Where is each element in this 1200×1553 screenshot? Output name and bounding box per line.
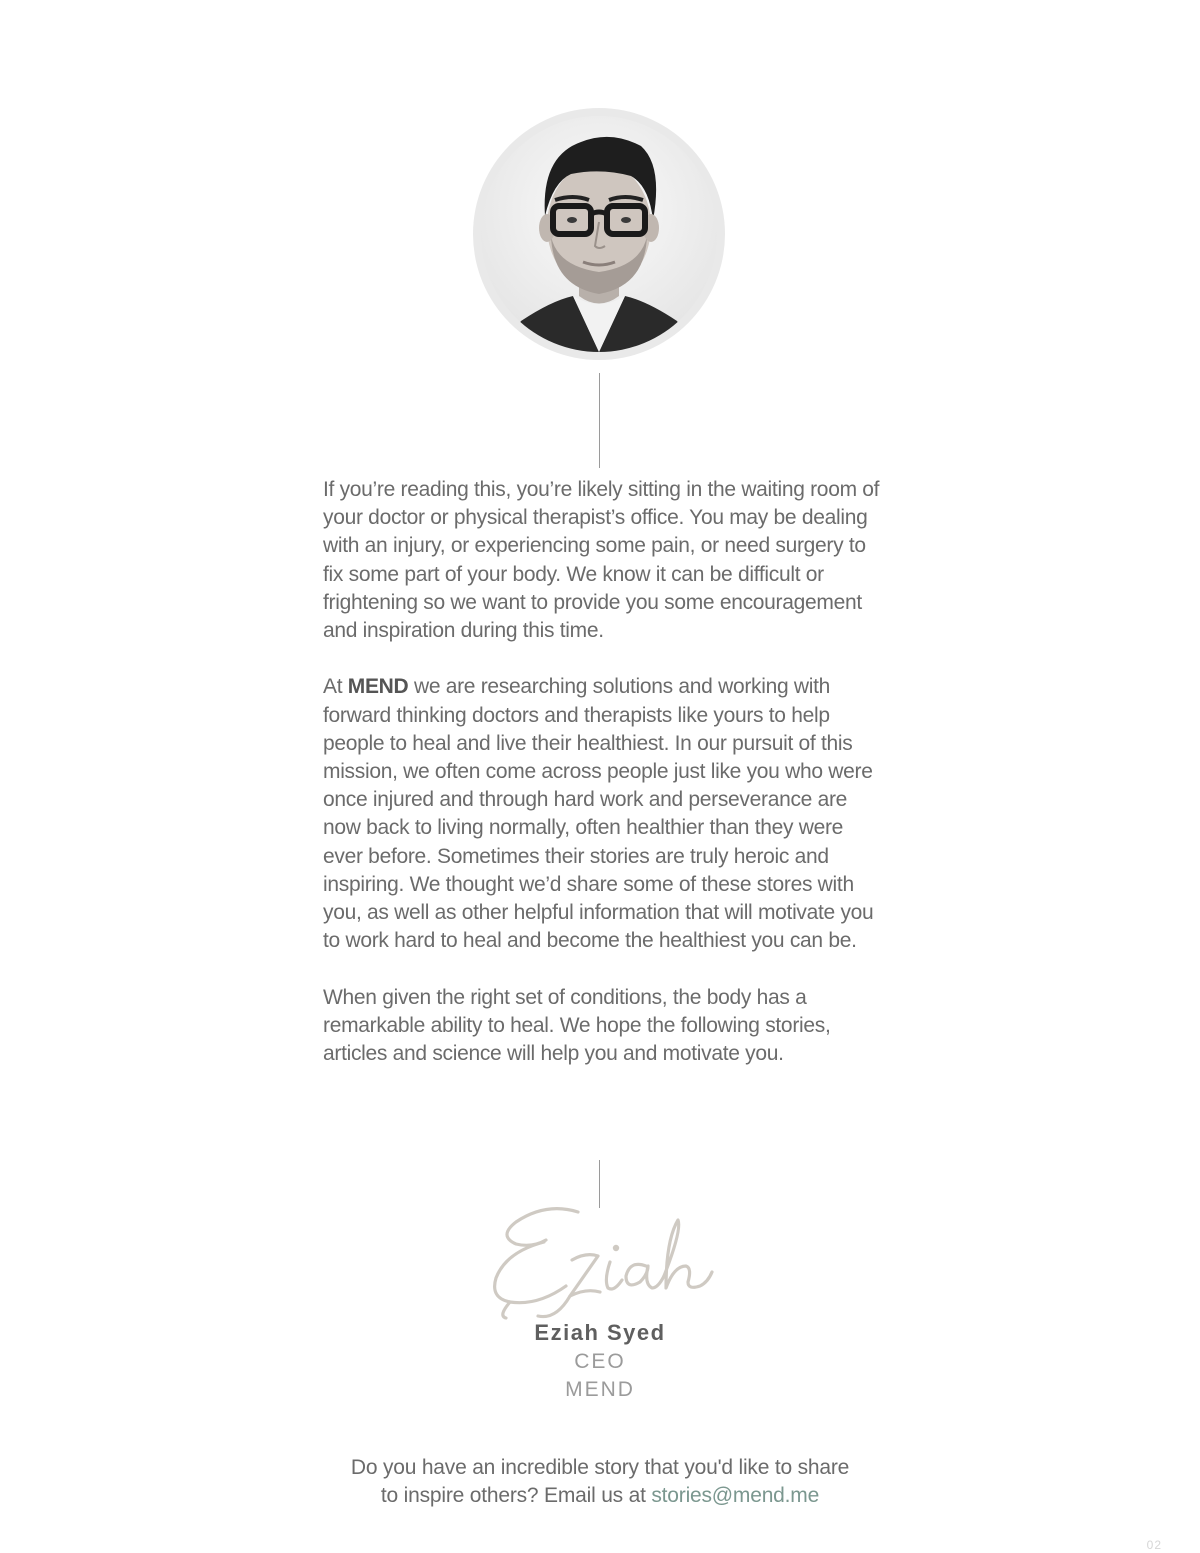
callout-line-2-text: to inspire others? Email us at [380, 1484, 652, 1507]
letter-paragraph-3: When given the right set of conditions, the body has a remarkable ability to heal. We hope the following stories, articles and science will help you and motivate you. [323, 985, 831, 1066]
callout-line-2 [0, 1482, 1200, 1510]
divider-line-top [599, 373, 600, 468]
signer-role: CEO [574, 1350, 626, 1373]
letter-body [323, 476, 883, 1096]
handwritten-signature [486, 1187, 716, 1325]
person-photo-icon [481, 116, 717, 352]
signer-organization: MEND [565, 1378, 635, 1401]
letter-paragraph-2 [323, 673, 883, 955]
signature-text: Eziah [486, 1187, 527, 1204]
signer-name: Eziah Syed [534, 1320, 666, 1345]
share-story-callout [0, 1454, 1200, 1510]
callout-line-1: Do you have an incredible story that you'd like to share [350, 1456, 850, 1479]
brand-name: MEND [347, 675, 409, 699]
page-number: 02 [1146, 1538, 1162, 1552]
email-link[interactable]: stories@mend.me [651, 1484, 820, 1507]
letter-paragraph-1: If you’re reading this, you’re likely sitting in the waiting room of your doctor or physical therapist’s office. You may be dealing with an injury, or experiencing some pain, or need surgery to fix some part of your body. We know it can be difficult or frightening so we want to provide you some encouragement and inspiration during this time. [323, 478, 880, 643]
paragraph-2-lead: At [323, 675, 348, 699]
author-portrait [473, 108, 725, 360]
paragraph-2-body: we are researching solutions and working with forward thinking doctors and therapists like yours to help people to heal and live their healthiest. In our pursuit of this mission, we often come across people just like you who were once injured and through hard work and perseverance are now back to living normally, often healthier than they were ever before. Sometimes their stories are truly heroic and inspiring. We thought we’d share some of these stores with you, as well as other helpful information that will motivate you to work hard to heal and become the healthiest you can be. [323, 675, 874, 953]
